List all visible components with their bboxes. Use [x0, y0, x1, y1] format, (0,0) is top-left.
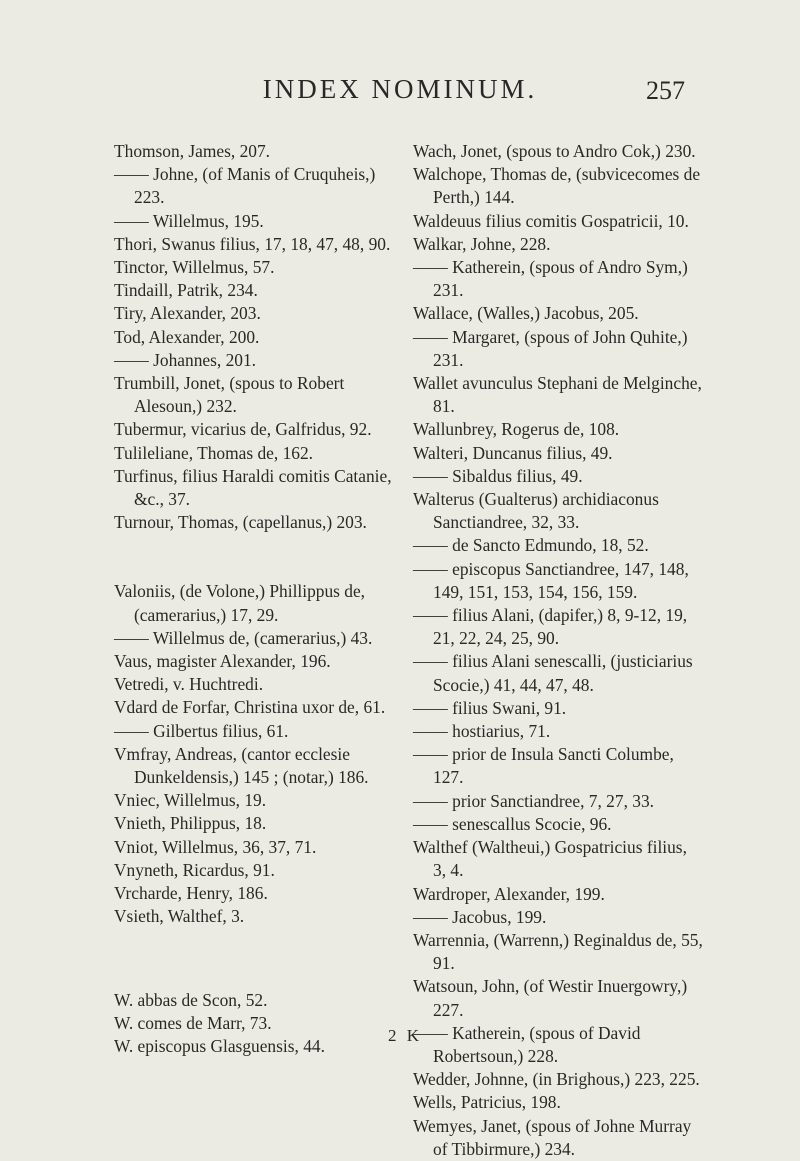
index-entry: —— Gilbertus filius, 61.: [114, 720, 397, 743]
index-entry: Vaus, magister Alexander, 196.: [114, 651, 331, 672]
index-entry: Vniot, Willelmus, 36, 37, 71.: [114, 836, 317, 857]
index-entry: Tod, Alexander, 200.: [114, 326, 260, 347]
index-entry: —— hostiarius, 71.: [413, 720, 703, 743]
index-entry: Vetredi, v. Huchtredi.: [114, 674, 264, 695]
index-entry: Tulileliane, Thomas de, 162.: [114, 442, 314, 463]
index-entry: Vnieth, Philippus, 18.: [114, 813, 267, 834]
index-entry: Vsieth, Walthef, 3.: [114, 906, 245, 927]
index-entry: Turnour, Thomas, (capellanus,) 203.: [114, 512, 367, 533]
index-entry: Wemyes, Janet, (spous of Johne Murray of Tibbirmure,) 234.: [413, 1115, 692, 1159]
right-index-column: [413, 140, 703, 1161]
index-entry: —— Willelmus, 195.: [114, 210, 397, 233]
index-entry: Vmfray, Andreas, (cantor ecclesie Dunkeldensis,) 145 ; (notar,) 186.: [114, 743, 369, 788]
index-entry: Wallet avunculus Stephani de Melginche, 81.: [413, 373, 702, 417]
index-entry: —— Willelmus de, (camerarius,) 43.: [114, 627, 397, 650]
index-entry: Warrennia, (Warrenn,) Reginaldus de, 55, 91.: [413, 929, 703, 974]
index-entry: Walterus (Gualterus) archidiaconus Sanctiandree, 32, 33.: [413, 489, 659, 533]
index-entry: Thori, Swanus filius, 17, 18, 47, 48, 90.: [114, 233, 391, 254]
index-entry: —— prior de Insula Sancti Columbe, 127.: [413, 743, 703, 789]
index-entry: Walthef (Waltheui,) Gospatricius filius, 3, 4.: [413, 837, 687, 881]
index-entry: Valoniis, (de Volone,) Phillippus de, (camerarius,) 17, 29.: [114, 581, 366, 625]
index-entry: Tindaill, Patrik, 234.: [114, 280, 258, 301]
page-title: INDEX NOMINUM.: [262, 74, 538, 104]
index-entry: —— Johannes, 201.: [114, 349, 397, 372]
index-entry: Wach, Jonet, (spous to Andro Cok,) 230.: [413, 141, 696, 161]
index-entry: —— filius Swani, 91.: [413, 697, 703, 720]
section-gap: [114, 534, 397, 580]
index-entry: —— Katherein, (spous of David Robertsoun,) 228.: [413, 1022, 703, 1068]
index-entry: Tiry, Alexander, 203.: [114, 303, 261, 324]
index-entry: —— prior Sanctiandree, 7, 27, 33.: [413, 790, 703, 813]
page-number: 257: [646, 76, 685, 105]
index-entry: —— Jacobus, 199.: [413, 906, 703, 929]
index-entry: W. abbas de Scon, 52.: [114, 989, 268, 1010]
index-entry: Wedder, Johnne, (in Brighous,) 223, 225.: [413, 1069, 700, 1090]
index-entry: —— filius Alani senescalli, (justiciarius Scocie,) 41, 44, 47, 48.: [413, 650, 703, 696]
index-entry: Vnyneth, Ricardus, 91.: [114, 859, 275, 880]
index-entry: —— de Sancto Edmundo, 18, 52.: [413, 534, 703, 557]
index-entry: Walchope, Thomas de, (subvicecomes de Perth,) 144.: [413, 164, 701, 208]
index-entry: Vrcharde, Henry, 186.: [114, 883, 268, 904]
index-entry: Vniec, Willelmus, 19.: [114, 790, 267, 811]
index-entry: —— senescallus Scocie, 96.: [413, 813, 703, 836]
index-entry: W. episcopus Glasguensis, 44.: [114, 1035, 325, 1056]
index-entry: Tubermur, vicarius de, Galfridus, 92.: [114, 419, 372, 440]
section-gap: [114, 929, 397, 989]
index-entry: Wells, Patricius, 198.: [413, 1092, 561, 1113]
index-entry: —— filius Alani, (dapifer,) 8, 9-12, 19, 21, 22, 24, 25, 90.: [413, 604, 703, 650]
index-entry: W. comes de Marr, 73.: [114, 1012, 272, 1033]
index-entry: Turfinus, filius Haraldi comitis Catanie, &c., 37.: [114, 465, 392, 510]
index-entry: —— Johne, (of Manis of Cruquheis,) 223.: [114, 163, 397, 209]
index-entry: —— Katherein, (spous of Andro Sym,) 231.: [413, 256, 703, 302]
index-entry: Walkar, Johne, 228.: [413, 233, 551, 254]
index-entry: Wallunbrey, Rogerus de, 108.: [413, 419, 620, 440]
index-entry: Tinctor, Willelmus, 57.: [114, 257, 275, 278]
index-entry: —— Sibaldus filius, 49.: [413, 465, 703, 488]
index-entry: Thomson, James, 207.: [114, 141, 271, 161]
index-entry: Vdard de Forfar, Christina uxor de, 61.: [114, 697, 386, 718]
index-entry: —— Margaret, (spous of John Quhite,) 231.: [413, 326, 703, 372]
left-index-column: [114, 140, 397, 1058]
index-entry: Wardroper, Alexander, 199.: [413, 883, 605, 904]
index-entry: Walteri, Duncanus filius, 49.: [413, 442, 613, 463]
index-entry: —— episcopus Sanctiandree, 147, 148, 149, 151, 153, 154, 156, 159.: [413, 558, 703, 604]
printer-signature-mark: 2 K: [388, 1026, 423, 1045]
index-entry: Wallace, (Walles,) Jacobus, 205.: [413, 303, 639, 324]
index-entry: Watsoun, John, (of Westir Inuergowry,) 227.: [413, 976, 688, 1020]
index-entry: Trumbill, Jonet, (spous to Robert Alesoun,) 232.: [114, 373, 345, 417]
index-entry: Waldeuus filius comitis Gospatricii, 10.: [413, 210, 689, 231]
